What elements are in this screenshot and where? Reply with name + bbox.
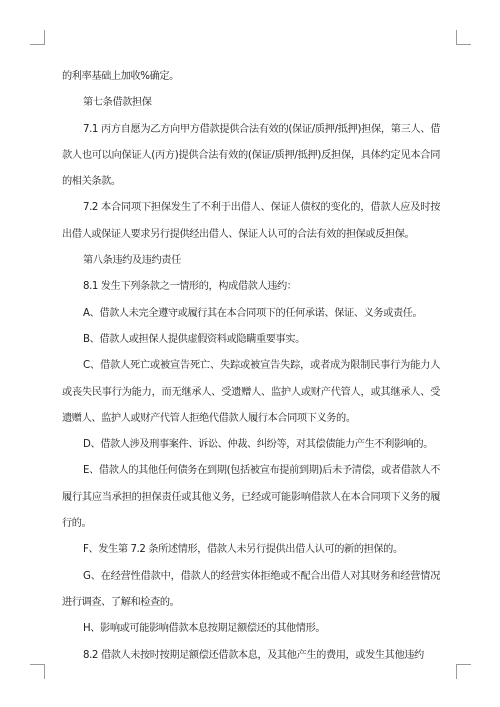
item-g: G、在经营性借款中，借款人的经营实体拒绝或不配合出借人对其财务和经营情况进行调查、了解和检查的。: [62, 570, 440, 608]
item-f: F、发生第 7.2 条所述情形，借款人未另行提供出借人认可的新的担保的。: [83, 544, 403, 556]
clause-8-2: 8.2 借款人未按时按期足额偿还借款本息，及其他产生的费用，或发生其他违约: [83, 649, 424, 661]
item-a: A、借款人未完全遵守或履行其在本合同项下的任何承诺、保证、义务或责任。: [83, 307, 423, 319]
item-d: D、借款人涉及刑事案件、诉讼、仲裁、纠纷等，对其偿债能力产生不利影响的。: [83, 439, 434, 451]
crop-mark-top-left: [30, 30, 45, 45]
crop-mark-top-right: [456, 30, 471, 45]
item-h: H、影响或可能影响借款本息按期足额偿还的其他情形。: [83, 623, 326, 635]
crop-mark-bottom-right: [456, 664, 471, 679]
item-c: C、借款人死亡或被宣告死亡、失踪或被宣告失踪，或者成为限制民事行为能力人或丧失民事行为能力，而无继承人、受遗赠人、监护人或财产代管人，或其继承人、受遗赠人、监护人或财产代管人拒绝代借款人履行本合同项下义务的。: [62, 360, 440, 424]
clause-7-1: 7.1 丙方自愿为乙方向甲方借款提供合法有效的(保证/质押/抵押)担保，第三人、借款人也可以向保证人(丙方)提供合法有效的(保证/质押/抵押)反担保，具体约定见本合同的相关条款。: [62, 123, 440, 188]
heading-article-7: 第七条借款担保: [83, 97, 152, 109]
heading-article-8: 第八条违约及违约责任: [83, 255, 181, 267]
crop-mark-bottom-left: [30, 664, 45, 679]
item-b: B、借款人或担保人提供虚假资料或隐瞒重要事实。: [83, 333, 305, 345]
clause-7-2: 7.2 本合同项下担保发生了不利于出借人、保证人债权的变化的，借款人应及时按出借人或保证人要求另行提供经出借人、保证人认可的合法有效的担保或反担保。: [62, 202, 440, 240]
document-body: [62, 64, 440, 669]
clause-8-1: 8.1 发生下列条款之一情形的，构成借款人违约：: [83, 281, 297, 293]
paragraph-rate-continuation: 的利率基础上加收%确定。: [62, 71, 179, 82]
item-e: E、借款人的其他任何债务在到期(包括被宣布提前到期)后未予清偿，或者借款人不履行其应当承担的担保责任或其他义务，已经或可能影响借款人在本合同项下义务的履行的。: [62, 465, 440, 530]
